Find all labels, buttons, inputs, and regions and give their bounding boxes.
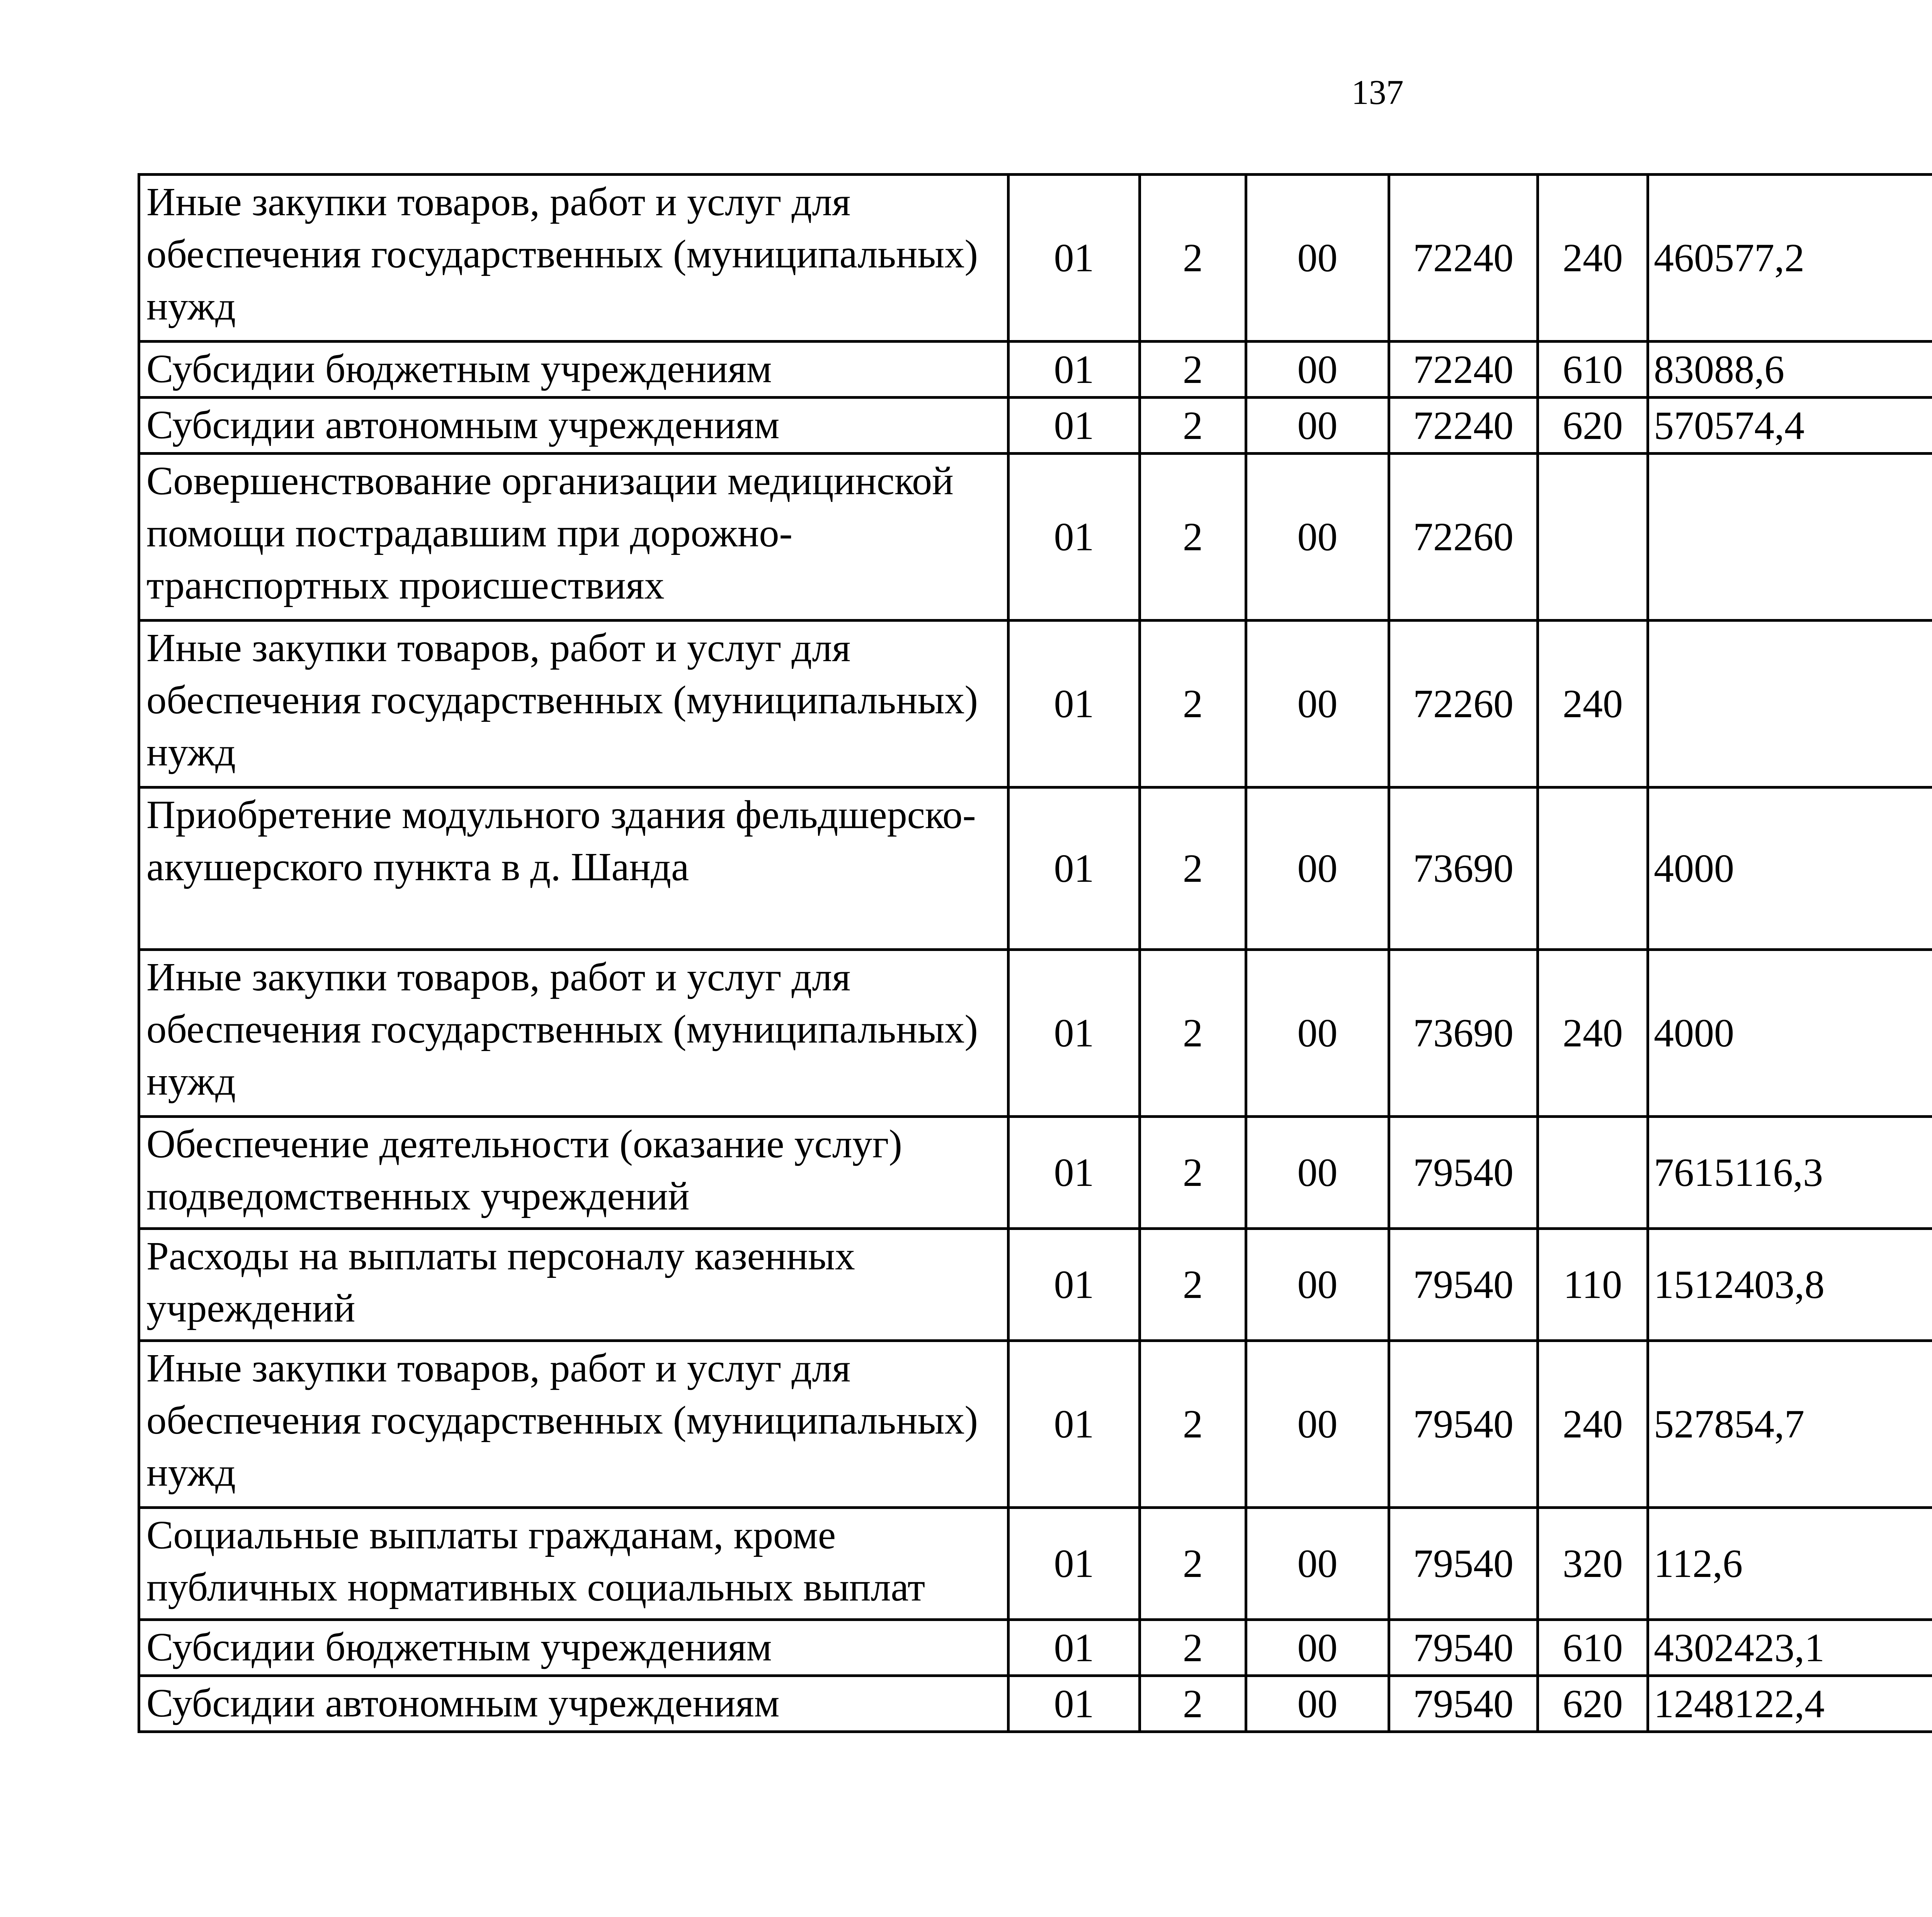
row-code-2-cell: 2 xyxy=(1140,1229,1246,1341)
row-code-3-cell: 00 xyxy=(1246,950,1389,1117)
row-name-cell: Иные закупки товаров, работ и услуг для обеспечения государственных (муниципальных) нужд xyxy=(139,175,1009,342)
row-code-4-cell: 73690 xyxy=(1389,950,1538,1117)
row-expense-type-cell: 320 xyxy=(1538,1508,1648,1620)
row-name-cell: Иные закупки товаров, работ и услуг для обеспечения государственных (муниципальных) нужд xyxy=(139,1341,1009,1508)
row-code-2-cell: 2 xyxy=(1140,175,1246,342)
table-row xyxy=(139,950,1932,1117)
table-row xyxy=(139,1676,1932,1732)
row-expense-type-cell: 620 xyxy=(1538,398,1648,454)
row-expense-type-cell xyxy=(1538,1117,1648,1229)
row-code-4-cell: 72260 xyxy=(1389,454,1538,621)
row-code-4-cell: 73690 xyxy=(1389,788,1538,950)
row-code-2-cell: 2 xyxy=(1140,398,1246,454)
row-code-4-cell: 79540 xyxy=(1389,1117,1538,1229)
row-name-cell: Расходы на выплаты персоналу казенных учреждений xyxy=(139,1229,1009,1341)
row-code-2-cell: 2 xyxy=(1140,1117,1246,1229)
row-expense-type-cell: 240 xyxy=(1538,175,1648,342)
row-code-3-cell: 00 xyxy=(1246,454,1389,621)
row-expense-type-cell: 620 xyxy=(1538,1676,1648,1732)
row-code-4-cell: 79540 xyxy=(1389,1620,1538,1676)
row-code-2-cell: 2 xyxy=(1140,454,1246,621)
row-name-cell: Субсидии автономным учреждениям xyxy=(139,1676,1009,1732)
row-amount-1-cell: 83088,6 xyxy=(1648,342,1932,398)
row-code-2-cell: 2 xyxy=(1140,1620,1246,1676)
row-code-1-cell: 01 xyxy=(1009,398,1140,454)
row-code-4-cell: 79540 xyxy=(1389,1229,1538,1341)
row-amount-1-cell: 112,6 xyxy=(1648,1508,1932,1620)
row-name-cell: Иные закупки товаров, работ и услуг для обеспечения государственных (муниципальных) нужд xyxy=(139,621,1009,788)
row-amount-1-cell: 570574,4 xyxy=(1648,398,1932,454)
row-expense-type-cell: 240 xyxy=(1538,950,1648,1117)
row-amount-1-cell: 527854,7 xyxy=(1648,1341,1932,1508)
row-code-3-cell: 00 xyxy=(1246,398,1389,454)
row-code-1-cell: 01 xyxy=(1009,1229,1140,1341)
row-code-4-cell: 79540 xyxy=(1389,1508,1538,1620)
row-code-1-cell: 01 xyxy=(1009,950,1140,1117)
row-name-cell: Субсидии бюджетным учреждениям xyxy=(139,1620,1009,1676)
row-amount-1-cell: 1248122,4 xyxy=(1648,1676,1932,1732)
row-code-3-cell: 00 xyxy=(1246,175,1389,342)
row-expense-type-cell: 610 xyxy=(1538,1620,1648,1676)
row-code-1-cell: 01 xyxy=(1009,788,1140,950)
table-body xyxy=(139,175,1932,1732)
row-expense-type-cell: 610 xyxy=(1538,342,1648,398)
row-code-2-cell: 2 xyxy=(1140,1341,1246,1508)
row-code-1-cell: 01 xyxy=(1009,342,1140,398)
table-row xyxy=(139,1341,1932,1508)
row-code-1-cell: 01 xyxy=(1009,1508,1140,1620)
row-code-3-cell: 00 xyxy=(1246,621,1389,788)
row-name-cell: Приобретение модульного здания фельдшерско-акушерского пункта в д. Шанда xyxy=(139,788,1009,950)
row-name-cell: Совершенствование организации медицинской помощи пострадавшим при дорожно-транспортных происшествиях xyxy=(139,454,1009,621)
table-row xyxy=(139,175,1932,342)
row-name-cell: Субсидии бюджетным учреждениям xyxy=(139,342,1009,398)
row-amount-1-cell: 1512403,8 xyxy=(1648,1229,1932,1341)
row-code-1-cell: 01 xyxy=(1009,1341,1140,1508)
row-amount-1-cell: 4302423,1 xyxy=(1648,1620,1932,1676)
row-code-4-cell: 72240 xyxy=(1389,398,1538,454)
row-code-1-cell: 01 xyxy=(1009,454,1140,621)
row-expense-type-cell: 240 xyxy=(1538,1341,1648,1508)
row-amount-1-cell: 7615116,3 xyxy=(1648,1117,1932,1229)
row-code-2-cell: 2 xyxy=(1140,621,1246,788)
row-code-1-cell: 01 xyxy=(1009,1620,1140,1676)
row-name-cell: Обеспечение деятельности (оказание услуг) подведомственных учреждений xyxy=(139,1117,1009,1229)
row-code-4-cell: 79540 xyxy=(1389,1676,1538,1732)
row-amount-1-cell xyxy=(1648,621,1932,788)
budget-table xyxy=(138,173,1932,1733)
row-code-3-cell: 00 xyxy=(1246,1117,1389,1229)
row-code-2-cell: 2 xyxy=(1140,950,1246,1117)
table-row xyxy=(139,1229,1932,1341)
row-code-3-cell: 00 xyxy=(1246,1229,1389,1341)
row-amount-1-cell: 4000 xyxy=(1648,788,1932,950)
row-expense-type-cell xyxy=(1538,788,1648,950)
row-amount-1-cell: 460577,2 xyxy=(1648,175,1932,342)
row-expense-type-cell xyxy=(1538,454,1648,621)
table-row xyxy=(139,1117,1932,1229)
row-code-1-cell: 01 xyxy=(1009,621,1140,788)
table-row xyxy=(139,788,1932,950)
row-code-3-cell: 00 xyxy=(1246,1341,1389,1508)
row-expense-type-cell: 240 xyxy=(1538,621,1648,788)
table-row xyxy=(139,342,1932,398)
row-code-3-cell: 00 xyxy=(1246,788,1389,950)
row-code-4-cell: 79540 xyxy=(1389,1341,1538,1508)
table-row xyxy=(139,621,1932,788)
row-name-cell: Иные закупки товаров, работ и услуг для обеспечения государственных (муниципальных) нужд xyxy=(139,950,1009,1117)
row-code-2-cell: 2 xyxy=(1140,1676,1246,1732)
row-amount-1-cell: 4000 xyxy=(1648,950,1932,1117)
row-code-2-cell: 2 xyxy=(1140,1508,1246,1620)
row-code-1-cell: 01 xyxy=(1009,175,1140,342)
row-name-cell: Социальные выплаты гражданам, кроме публичных нормативных социальных выплат xyxy=(139,1508,1009,1620)
row-expense-type-cell: 110 xyxy=(1538,1229,1648,1341)
row-code-3-cell: 00 xyxy=(1246,1508,1389,1620)
row-code-1-cell: 01 xyxy=(1009,1117,1140,1229)
row-code-1-cell: 01 xyxy=(1009,1676,1140,1732)
row-code-4-cell: 72240 xyxy=(1389,175,1538,342)
table-row xyxy=(139,454,1932,621)
row-code-4-cell: 72260 xyxy=(1389,621,1538,788)
row-name-cell: Субсидии автономным учреждениям xyxy=(139,398,1009,454)
table-row xyxy=(139,398,1932,454)
row-code-3-cell: 00 xyxy=(1246,1620,1389,1676)
row-code-3-cell: 00 xyxy=(1246,1676,1389,1732)
row-code-4-cell: 72240 xyxy=(1389,342,1538,398)
row-amount-1-cell xyxy=(1648,454,1932,621)
table-row xyxy=(139,1508,1932,1620)
page-number: 137 xyxy=(1351,73,1404,112)
row-code-2-cell: 2 xyxy=(1140,342,1246,398)
table-row xyxy=(139,1620,1932,1676)
row-code-2-cell: 2 xyxy=(1140,788,1246,950)
row-code-3-cell: 00 xyxy=(1246,342,1389,398)
